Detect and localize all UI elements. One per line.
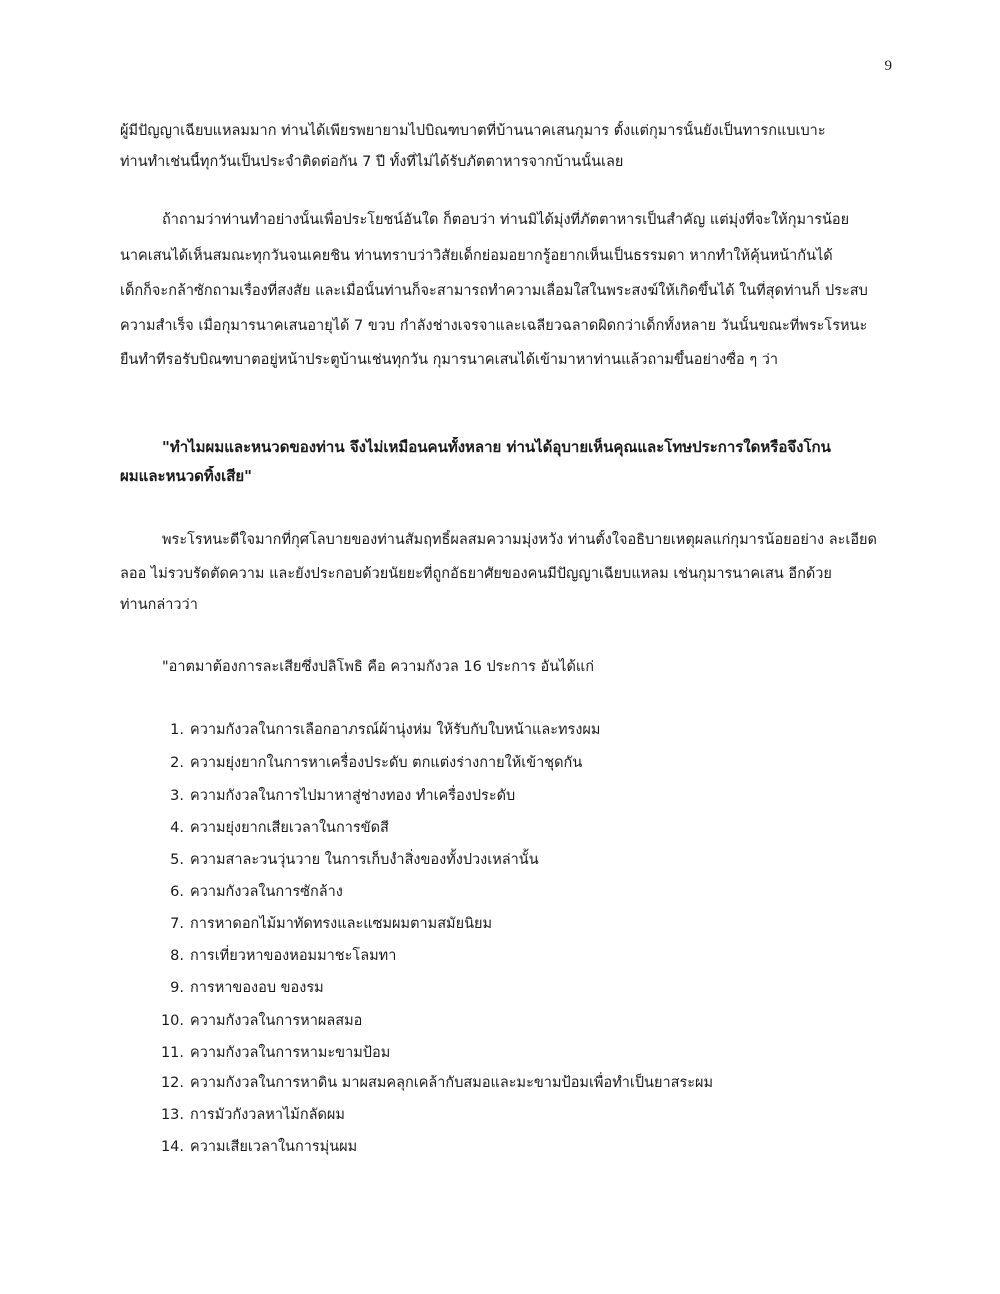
list-item <box>150 850 850 870</box>
list-item-number: 7. <box>170 916 184 932</box>
list-item <box>150 1137 850 1157</box>
list-item-text: ความยุ่งยากเสียเวลาในการขัดสี <box>190 820 389 836</box>
list-item-text: การเที่ยวหาของหอมมาชะโลมทา <box>190 948 397 964</box>
list-item-number: 9. <box>170 980 184 996</box>
paragraph-1-line-2: ท่านทำเช่นนี้ทุกวันเป็นประจำติดต่อกัน 7 ปี ทั้งที่ไม่ได้รับภัตตาหารจากบ้านนั้นเลย <box>120 154 624 170</box>
paragraph-2-line-3: เด็กก็จะกล้าซักถามเรื่องที่สงสัย และเมื่อนั้นท่านก็จะสามารถทำความเลื่อมใสในพระสงฆ์ให้เกิดขึ้นได้ ในที่สุดท่านก็ ประสบ <box>120 283 868 299</box>
list-item-text: ความเสียเวลาในการมุ่นผม <box>190 1139 358 1155</box>
list-item-number: 12. <box>160 1075 184 1091</box>
list-item-text: ความกังวลในการไปมาหาสู่ช่างทอง ทำเครื่องประดับ <box>190 788 516 804</box>
list-item <box>150 978 850 998</box>
list-item-number: 8. <box>170 948 184 964</box>
list-item-text: ความกังวลในการหาผลสมอ <box>190 1013 363 1029</box>
paragraph-2-line-1: ถ้าถามว่าท่านทำอย่างนั้นเพื่อประโยชน์อันใด ก็ตอบว่า ท่านมิได้มุ่งที่ภัตตาหารเป็นสำคัญ แต่มุ่งที่จะให้กุมารน้อย <box>162 212 850 228</box>
paragraph-2-line-5: ยืนทำทีรอรับบิณฑบาตอยู่หน้าประตูบ้านเช่นทุกวัน กุมารนาคเสนได้เข้ามาหาท่านแล้วถามขึ้นอย่างซื่อ ๆ ว่า <box>120 352 779 368</box>
list-item <box>150 1043 850 1063</box>
paragraph-3-line-3: ท่านกล่าวว่า <box>120 597 198 613</box>
list-item-text: ความยุ่งยากในการหาเครื่องประดับ ตกแต่งร่างกายให้เข้าชุดกัน <box>190 755 583 771</box>
paragraph-1-line-1: ผู้มีปัญญาเฉียบแหลมมาก ท่านได้เพียรพยายามไปบิณฑบาตที่บ้านนาคเสนกุมาร ตั้งแต่กุมารนั้นยังเป็นทารกแบเบาะ <box>120 123 826 139</box>
list-item-number: 5. <box>170 852 184 868</box>
list-item-number: 10. <box>160 1013 184 1029</box>
list-item-text: ความกังวลในการหามะขามป้อม <box>190 1045 391 1061</box>
list-item-number: 1. <box>170 722 184 738</box>
list-item-text: ความกังวลในการซักล้าง <box>190 884 343 900</box>
list-item <box>150 1011 850 1031</box>
list-item <box>150 946 850 966</box>
list-item-number: 6. <box>170 884 184 900</box>
list-item <box>150 914 850 934</box>
list-item <box>150 753 850 773</box>
list-item-text: การหาดอกไม้มาทัดทรงและแซมผมตามสมัยนิยม <box>190 916 493 932</box>
paragraph-2-line-2: นาคเสนได้เห็นสมณะทุกวันจนเคยชิน ท่านทราบว่าวิสัยเด็กย่อมอยากรู้อยากเห็นเป็นธรรมดา หากทำให้คุ้นหน้ากันได้ <box>120 248 833 264</box>
question-line-2: ผมและหนวดทิ้งเสีย" <box>120 467 252 485</box>
paragraph-2-line-4: ความสำเร็จ เมื่อกุมารนาคเสนอายุได้ 7 ขวบ กำลังช่างเจรจาและเฉลียวฉลาดผิดกว่าเด็กทั้งหลาย วันนั้นขณะที่พระโรหนะ <box>120 318 868 334</box>
list-item <box>150 720 850 740</box>
list-item-text: ความกังวลในการหาดิน มาผสมคลุกเคล้ากับสมอและมะขามป้อมเพื่อทำเป็นยาสระผม <box>190 1075 714 1091</box>
list-item <box>150 786 850 806</box>
list-item-number: 2. <box>170 755 184 771</box>
paragraph-3-line-2: ลออ ไม่รวบรัดตัดความ และยังประกอบด้วยนัยยะที่ถูกอัธยาศัยของคนมีปัญญาเฉียบแหลม เช่นกุมารนาคเสน อีกด้วย <box>120 566 832 582</box>
paragraph-3-line-1: พระโรหนะดีใจมากที่กุศโลบายของท่านสัมฤทธิ์ผลสมความมุ่งหวัง ท่านตั้งใจอธิบายเหตุผลแก่กุมารน้อยอย่าง ละเอียด <box>162 532 877 548</box>
list-item <box>150 882 850 902</box>
list-item-text: การหาของอบ ของรม <box>190 980 324 996</box>
list-item-text: ความสาละวนวุ่นวาย ในการเก็บงำสิ่งของทั้งปวงเหล่านั้น <box>190 852 539 868</box>
list-item <box>150 1073 850 1093</box>
page-number: 9 <box>884 58 892 74</box>
list-item-number: 4. <box>170 820 184 836</box>
list-item-number: 11. <box>160 1045 184 1061</box>
question-line-1: "ทำไมผมและหนวดของท่าน จึงไม่เหมือนคนทั้งหลาย ท่านได้อุบายเห็นคุณและโทษประการใดหรือจึงโกน <box>162 438 831 456</box>
list-item <box>150 1105 850 1125</box>
list-item-number: 14. <box>160 1139 184 1155</box>
quote-intro: "อาตมาต้องการละเสียซึ่งปลิโพธิ คือ ความกังวล 16 ประการ อันได้แก่ <box>162 659 595 675</box>
list-item-text: การมัวกังวลหาไม้กลัดผม <box>190 1107 345 1123</box>
list-item-number: 13. <box>160 1107 184 1123</box>
list-item-text: ความกังวลในการเลือกอาภรณ์ผ้านุ่งห่ม ให้รับกับใบหน้าและทรงผม <box>190 722 601 738</box>
list-item <box>150 818 850 838</box>
list-item-number: 3. <box>170 788 184 804</box>
